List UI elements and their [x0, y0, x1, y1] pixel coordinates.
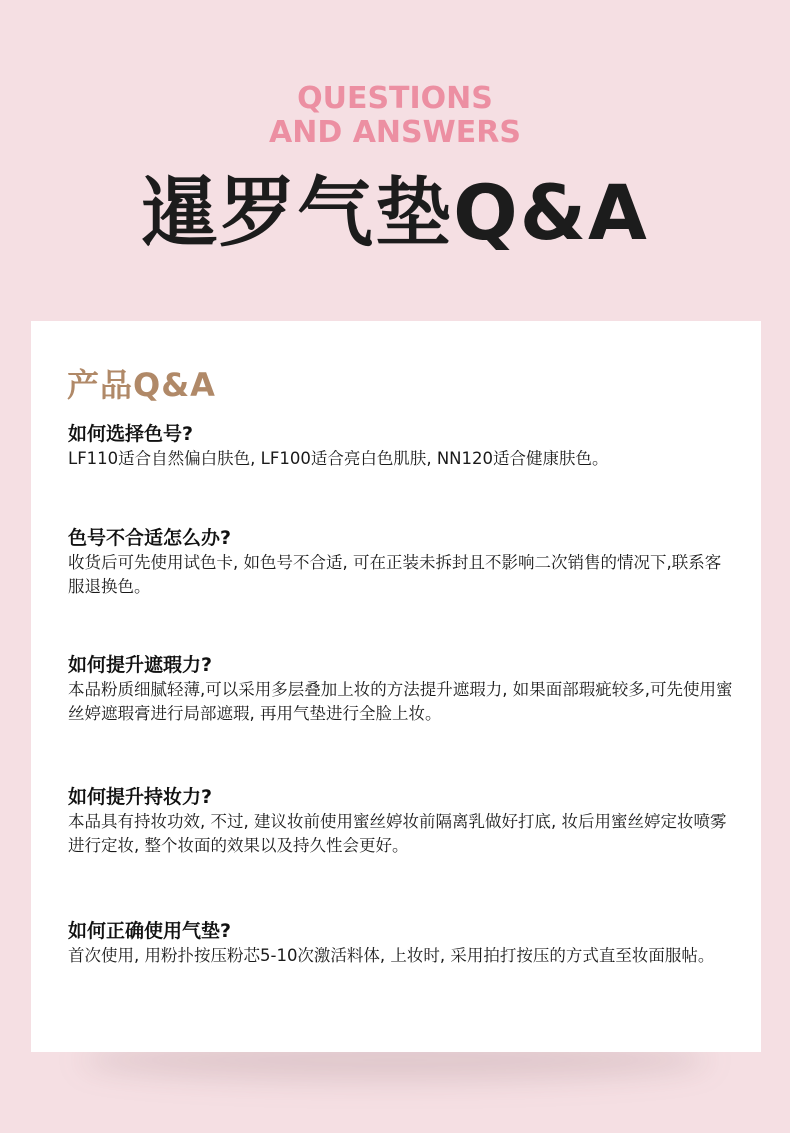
question-text: 如何正确使用气垫?: [68, 920, 232, 942]
page-header: [0, 82, 790, 258]
question-text: 如何选择色号?: [68, 423, 194, 445]
section-title: 产品Q&A: [67, 366, 216, 404]
qa-item: [68, 421, 736, 471]
qa-item: [68, 525, 736, 599]
qa-item: [68, 784, 736, 858]
question-text: 色号不合适怎么办?: [68, 527, 232, 549]
header-english-line-1: QUESTIONS: [297, 81, 493, 116]
page-title: 暹罗气垫Q&A: [141, 168, 649, 257]
answer-text: 首次使用, 用粉扑按压粉芯5-10次激活料体, 上妆时, 采用拍打按压的方式直至妆面服帖。: [68, 946, 715, 965]
qa-card: [31, 321, 761, 1052]
header-english-line-2: AND ANSWERS: [269, 115, 521, 150]
qa-item: [68, 652, 736, 726]
question-text: 如何提升遮瑕力?: [68, 654, 213, 676]
question-text: 如何提升持妆力?: [68, 786, 213, 808]
answer-text: 本品具有持妆功效, 不过, 建议妆前使用蜜丝婷妆前隔离乳做好打底, 妆后用蜜丝婷定妆喷雾进行定妆, 整个妆面的效果以及持久性会更好。: [68, 812, 727, 855]
answer-text: 收货后可先使用试色卡, 如色号不合适, 可在正装未拆封且不影响二次销售的情况下,联系客服退换色。: [68, 553, 722, 596]
answer-text: LF110适合自然偏白肤色, LF100适合亮白色肌肤, NN120适合健康肤色。: [68, 449, 609, 468]
answer-text: 本品粉质细腻轻薄,可以采用多层叠加上妆的方法提升遮瑕力, 如果面部瑕疵较多,可先使用蜜丝婷遮瑕膏进行局部遮瑕, 再用气垫进行全脸上妆。: [68, 680, 733, 723]
qa-item: [68, 918, 736, 968]
